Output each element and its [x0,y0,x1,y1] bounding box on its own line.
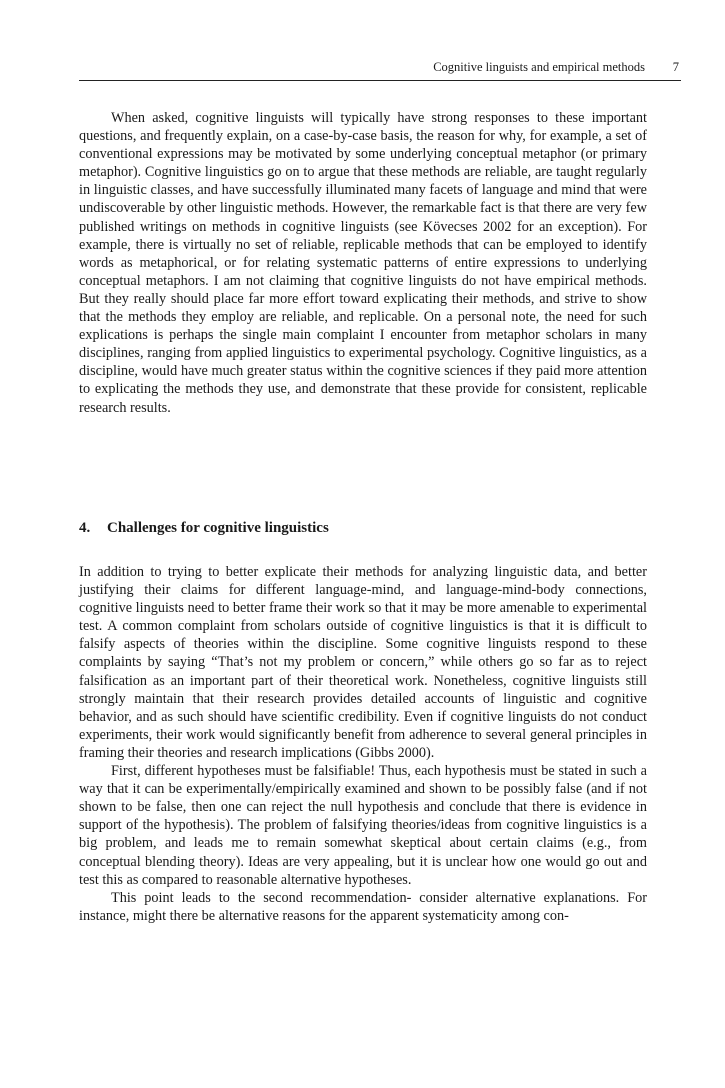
section-title: Challenges for cognitive linguistics [107,520,329,536]
section-body-text [79,563,647,925]
running-title: Cognitive linguists and empirical methods [433,60,645,74]
section-heading [79,520,329,537]
page-number: 7 [672,60,679,74]
paragraph: This point leads to the second recommendation- consider alternative explanations. For instance, might there be alternative reasons for the apparent systematicity among con- [79,889,647,924]
section-number: 4. [79,520,91,536]
paragraph: In addition to trying to better explicate their methods for analyzing linguistic data, and better justifying their claims for different language-mind, and language-mind-body connections, cognitive linguists need to better frame their work so that it may be more amenable to experimental test. A common complaint from scholars outside of cognitive linguistics is that it is difficult to falsify aspects of theories within the discipline. Some cognitive linguists respond to these complaints by saying “That’s not my problem or concern,” while others go so far as to reject falsification as an important part of their theoretical work. Nonetheless, cognitive linguists still strongly maintain that their research provides detailed accounts of linguistic and cognitive behavior, and as such should have scientific credibility. Even if cognitive linguists do not conduct experiments, their work would significantly benefit from adherence to several general principles in framing their theories and research implications (Gibbs 2000). [79,564,647,761]
running-header [79,58,681,81]
paragraph: First, different hypotheses must be falsifiable! Thus, each hypothesis must be stated in such a way that it can be experimentally/empirically examined and shown to be possibly false (and if not shown to be false, then one can reject the null hypothesis and conclude that there is evidence in support of the hypothesis). The problem of falsifying theories/ideas from cognitive linguistics is a big problem, and leads me to remain somewhat skeptical about certain claims (e.g., from conceptual blending theory). Ideas are very appealing, but it is unclear how one would go out and test this as compared to reasonable alternative hypotheses. [79,763,647,888]
paragraph: When asked, cognitive linguists will typically have strong responses to these important questions, and frequently explain, on a case-by-case basis, the reason for why, for example, a set of conventional expressions may be motivated by some underlying conceptual metaphor (or primary metaphor). Cognitive linguistics go on to argue that these methods are reliable, are taught regularly in linguistic classes, and have successfully illuminated many facets of language and mind that were undiscoverable by other linguistic methods. However, the remarkable fact is that there are very few published writings on methods in cognitive linguists (see Kövecses 2002 for an exception). For example, there is virtually no set of reliable, replicable methods that can be employed to identify words as metaphorical, or for relating systematic patterns of entire expressions to underlying conceptual metaphors. I am not claiming that cognitive linguists do not have empirical methods. But they really should place far more effort toward explicating their methods, and strive to show that the methods they employ are reliable, and replicable. On a personal note, the need for such explications is perhaps the single main complaint I encounter from metaphor scholars in many disciplines, ranging from applied linguistics to experimental psychology. Cognitive linguistics, as a discipline, would have much greater status within the cognitive sciences if they paid more attention to explicating the methods they use, and demonstrate that these provide for consistent, replicable research results. [79,110,647,416]
body-text-block [79,109,647,417]
